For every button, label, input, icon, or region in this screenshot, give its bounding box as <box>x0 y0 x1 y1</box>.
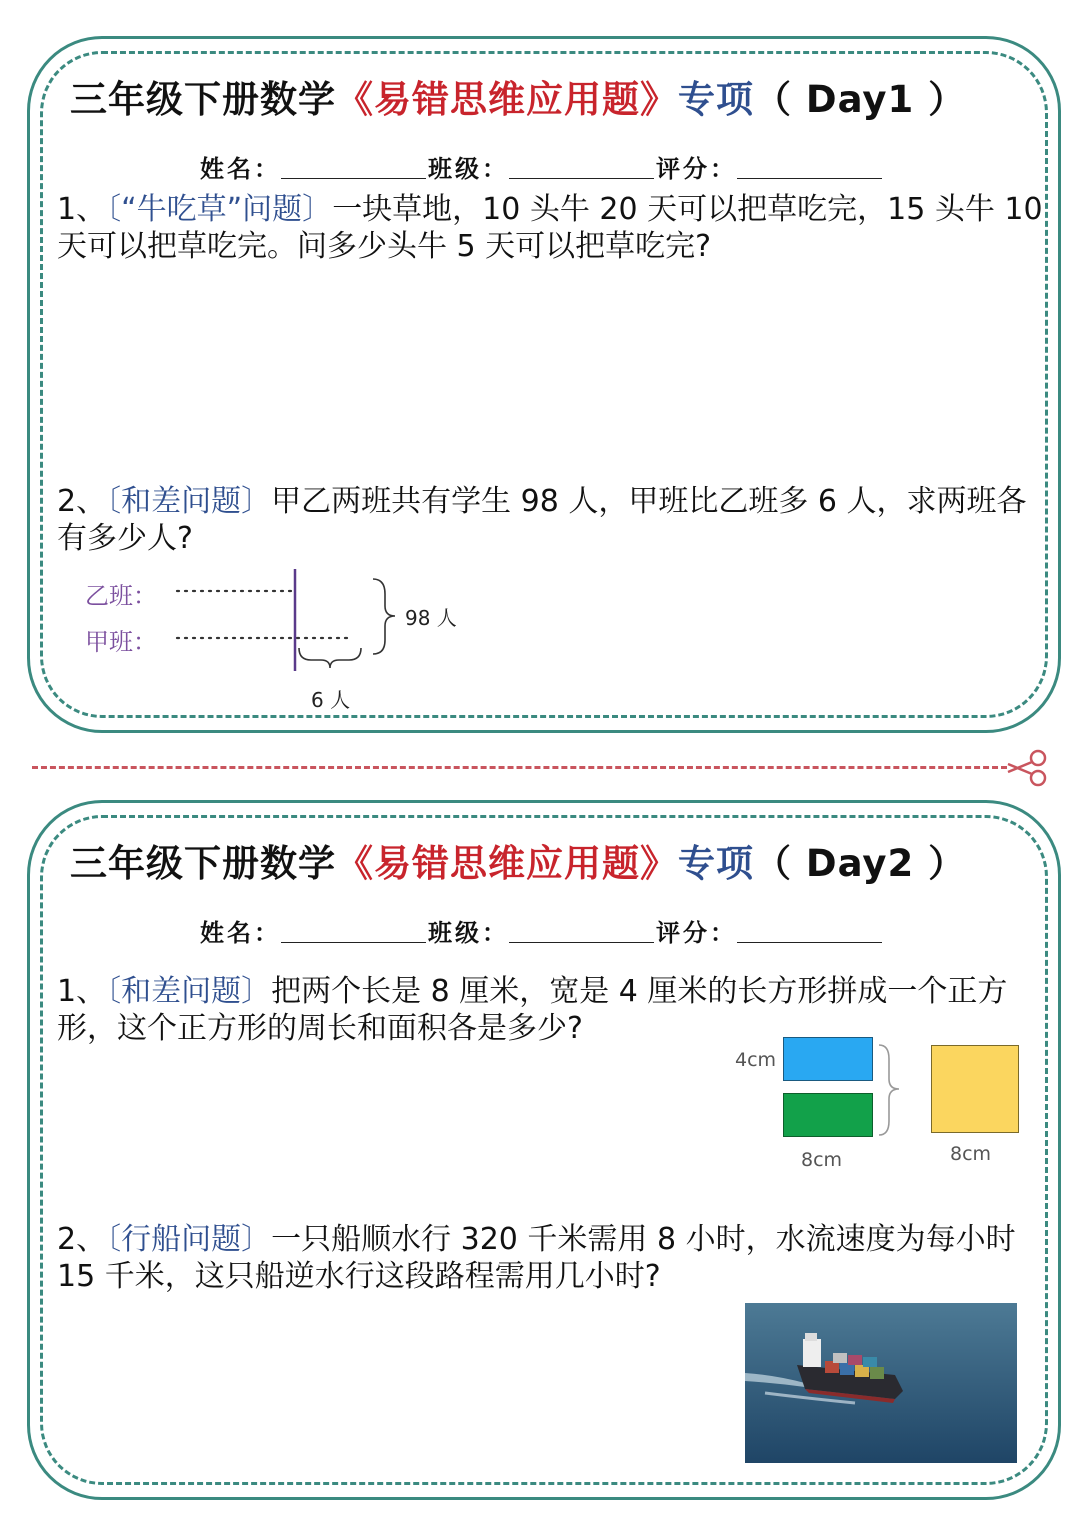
scissors-icon <box>1004 748 1048 788</box>
score-blank[interactable] <box>737 156 882 179</box>
student-info-fields <box>200 149 884 184</box>
question-1: 1、〔“牛吃草”问题〕一块草地，10 头牛 20 天可以把草吃完，15 头牛 10 天可以把草吃完。问多少头牛 5 天可以把草吃完? <box>57 192 1043 264</box>
question-text: 把两个长是 8 厘米，宽是 4 厘米的长方形拼成一个正方形，这个正方形的周长和面积各是多少? <box>57 974 1008 1046</box>
question-tag: 〔“牛吃草”问题〕 <box>106 192 333 227</box>
question-1: 1、〔和差问题〕把两个长是 8 厘米，宽是 4 厘米的长方形拼成一个正方形，这个正方形的周长和面积各是多少? <box>57 974 1008 1046</box>
question-tag: 〔和差问题〕 <box>106 974 272 1009</box>
brace-icon <box>875 1041 915 1151</box>
question-2: 2、〔行船问题〕一只船顺水行 320 千米需用 8 小时，水流速度为每小时 15 千米，这只船逆水行这段路程需用几小时? <box>57 1222 1016 1294</box>
square-side-label: 8cm <box>950 1143 992 1165</box>
label-jia-class: 甲班： <box>85 628 157 656</box>
blue-rectangle <box>783 1037 873 1081</box>
cargo-ship-photo <box>745 1303 1017 1463</box>
segment-diagram <box>85 564 505 724</box>
name-blank[interactable] <box>281 156 426 179</box>
question-2: 2、〔和差问题〕甲乙两班共有学生 98 人，甲班比乙班多 6 人，求两班各有多少人? <box>57 484 1027 556</box>
worksheet-title: 三年级下册数学《易错思维应用题》专项（ Day2 ） <box>70 841 967 885</box>
worksheet-card-day1 <box>27 36 1061 733</box>
score-label: 评分： <box>656 154 737 183</box>
question-text: 甲乙两班共有学生 98 人，甲班比乙班多 6 人，求两班各有多少人? <box>57 484 1027 556</box>
length-label: 8cm <box>801 1149 843 1171</box>
name-blank[interactable] <box>281 920 426 943</box>
segment-lines <box>85 564 505 724</box>
label-yi-class: 乙班： <box>85 582 157 610</box>
green-rectangle <box>783 1093 873 1137</box>
difference-label: 6 人 <box>311 688 351 712</box>
class-label: 班级： <box>428 918 509 947</box>
yellow-square <box>931 1045 1019 1133</box>
cut-line <box>32 766 1007 769</box>
question-text: 一块草地，10 头牛 20 天可以把草吃完，15 头牛 10 天可以把草吃完。问多少头牛 5 天可以把草吃完? <box>57 192 1043 264</box>
score-label: 评分： <box>656 918 737 947</box>
class-blank[interactable] <box>509 156 654 179</box>
question-tag: 〔行船问题〕 <box>106 1222 272 1257</box>
rectangles-diagram <box>735 1031 1030 1176</box>
name-label: 姓名： <box>200 154 281 183</box>
class-blank[interactable] <box>509 920 654 943</box>
worksheet-card-day2 <box>27 800 1061 1500</box>
question-text: 一只船顺水行 320 千米需用 8 小时，水流速度为每小时 15 千米，这只船逆水行这段路程需用几小时? <box>57 1222 1016 1294</box>
question-tag: 〔和差问题〕 <box>106 484 272 519</box>
width-label: 4cm <box>735 1049 777 1071</box>
class-label: 班级： <box>428 154 509 183</box>
worksheet-title: 三年级下册数学《易错思维应用题》专项（ Day1 ） <box>70 77 967 121</box>
name-label: 姓名： <box>200 918 281 947</box>
score-blank[interactable] <box>737 920 882 943</box>
total-label: 98 人 <box>405 606 457 630</box>
student-info-fields <box>200 913 884 948</box>
